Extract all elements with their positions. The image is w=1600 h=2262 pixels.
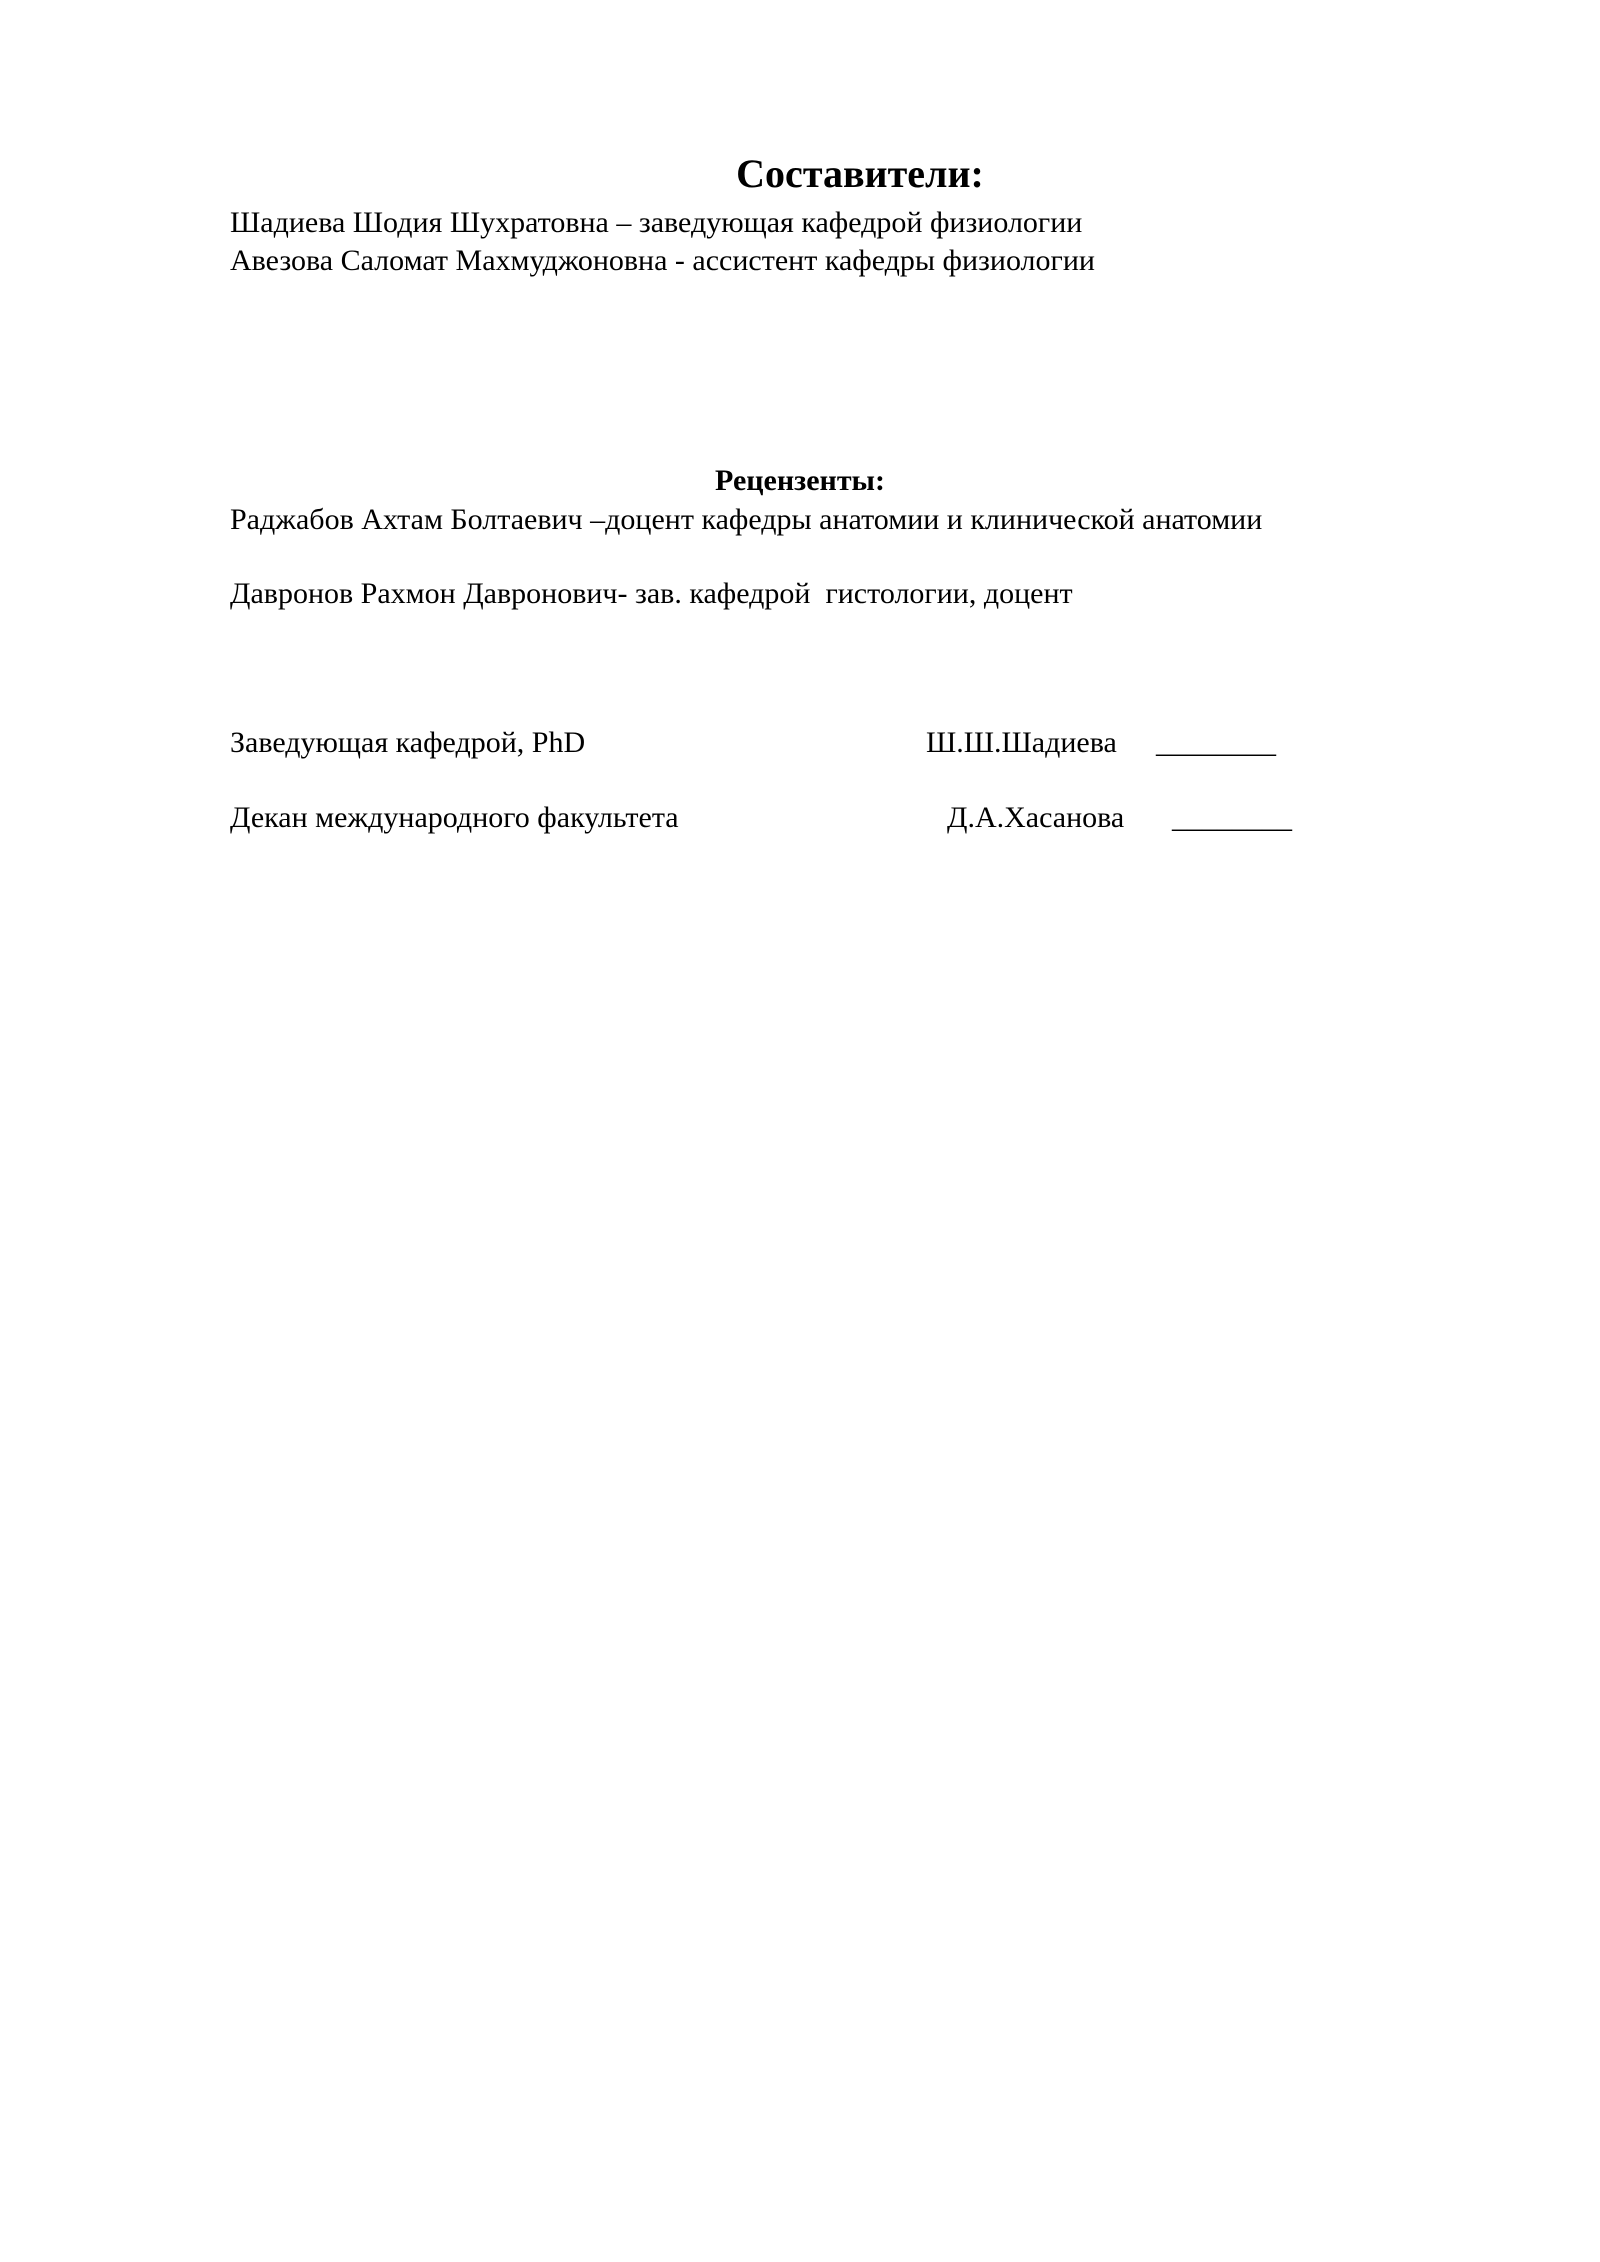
compilers-heading: Составители: bbox=[736, 151, 984, 196]
compiler-line-2: Авезова Саломат Махмуджоновна - ассистент кафедры физиологии bbox=[230, 244, 1095, 277]
reviewers-heading: Рецензенты: bbox=[715, 464, 885, 497]
signature-position-2: Декан международного факультета bbox=[230, 801, 679, 834]
compiler-line-1: Шадиева Шодия Шухратовна – заведующая кафедрой физиологии bbox=[230, 206, 1083, 239]
reviewer-line-2: Давронов Рахмон Давронович- зав. кафедрой гистологии, доцент bbox=[230, 577, 1073, 610]
signature-blank-1: ________ bbox=[1156, 726, 1276, 759]
signature-name-2: Д.А.Хасанова bbox=[947, 801, 1125, 834]
signature-name-1: Ш.Ш.Шадиева bbox=[926, 726, 1117, 759]
signature-blank-2: ________ bbox=[1172, 801, 1292, 834]
reviewer-line-1: Раджабов Ахтам Болтаевич –доцент кафедры анатомии и клинической анатомии bbox=[230, 503, 1263, 536]
signature-position-1: Заведующая кафедрой, PhD bbox=[230, 726, 586, 759]
